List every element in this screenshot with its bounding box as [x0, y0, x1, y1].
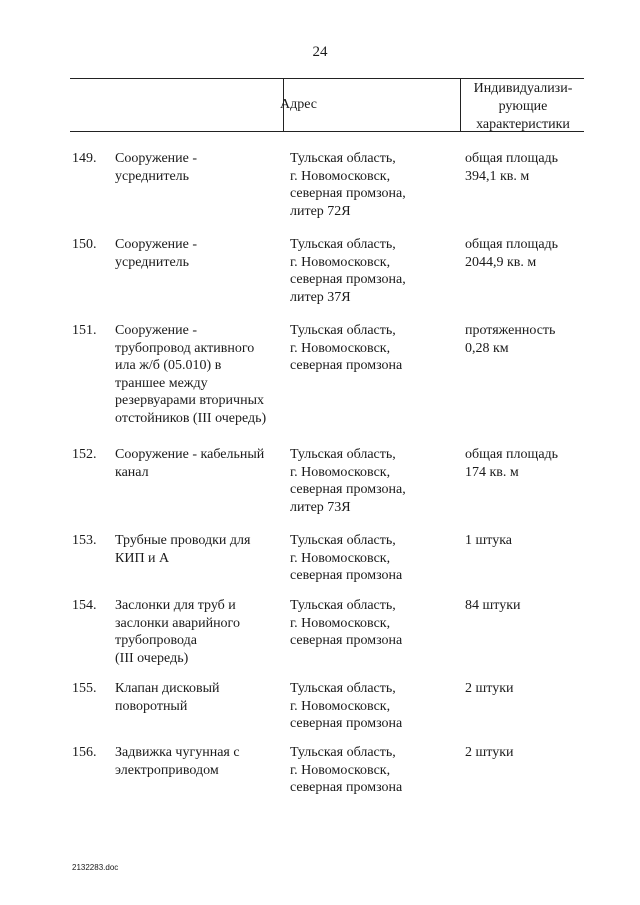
column-divider	[460, 79, 461, 131]
row-object-name: Клапан дисковый поворотный	[115, 681, 220, 714]
header-address: Адрес	[280, 97, 318, 112]
row-object-name: Сооружение - усреднитель	[115, 237, 198, 270]
row-number: 150.	[72, 237, 97, 252]
row-characteristics: общая площадь 174 кв. м	[465, 447, 559, 480]
row-object-name: Заслонки для труб и заслонки аварийного трубопровода (III очередь)	[115, 598, 240, 666]
row-number: 151.	[72, 323, 97, 338]
row-object-name: Сооружение - кабельный канал	[115, 447, 265, 480]
row-number: 154.	[72, 598, 97, 613]
row-object-name: Сооружение - усреднитель	[115, 151, 198, 184]
row-characteristics: общая площадь 2044,9 кв. м	[465, 237, 559, 270]
row-characteristics: 2 штуки	[465, 745, 514, 760]
row-object-name: Трубные проводки для КИП и А	[115, 533, 251, 566]
row-address: Тульская область, г. Новомосковск, северная промзона, литер 73Я	[290, 447, 406, 515]
row-characteristics: общая площадь 394,1 кв. м	[465, 151, 559, 184]
row-characteristics: 84 штуки	[465, 598, 521, 613]
row-address: Тульская область, г. Новомосковск, северная промзона	[290, 598, 403, 648]
row-address: Тульская область, г. Новомосковск, северная промзона	[290, 533, 403, 583]
page-number: 24	[312, 44, 328, 60]
row-number: 152.	[72, 447, 97, 462]
row-address: Тульская область, г. Новомосковск, северная промзона	[290, 323, 403, 373]
row-number: 153.	[72, 533, 97, 548]
row-address: Тульская область, г. Новомосковск, северная промзона	[290, 745, 403, 795]
row-number: 149.	[72, 151, 97, 166]
row-characteristics: 2 штуки	[465, 681, 514, 696]
row-characteristics: 1 штука	[465, 533, 513, 548]
row-number: 155.	[72, 681, 97, 696]
document-filename: 2132283.doc	[72, 863, 119, 872]
row-object-name: Сооружение - трубопровод активного ила ж/б (05.010) в траншее между резервуарами вторичных отстойников (III очередь)	[115, 323, 267, 426]
row-number: 156.	[72, 745, 97, 760]
row-address: Тульская область, г. Новомосковск, северная промзона, литер 72Я	[290, 151, 406, 219]
row-object-name: Задвижка чугунная с электроприводом	[115, 745, 240, 778]
row-address: Тульская область, г. Новомосковск, северная промзона	[290, 681, 403, 731]
header-characteristics: Индивидуализи- рующие характеристики	[473, 81, 573, 132]
row-characteristics: протяженность 0,28 км	[465, 323, 556, 356]
row-address: Тульская область, г. Новомосковск, северная промзона, литер 37Я	[290, 237, 406, 305]
